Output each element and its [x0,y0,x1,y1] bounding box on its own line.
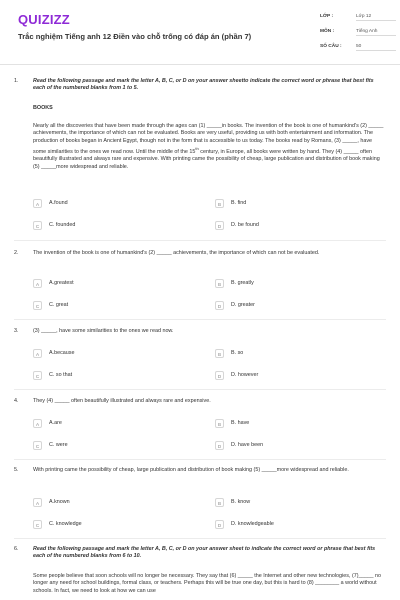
document-title: Trắc nghiệm Tiếng anh 12 Điền vào chỗ trống có đáp án (phần 7) [18,32,252,41]
document-header [0,0,400,65]
option-letter-box: B [215,199,224,208]
meta-subject-label: MÔN : [320,29,335,34]
option-text: B. have [231,420,250,426]
meta-grade-value: Lớp 12 [356,14,396,21]
question-text: The invention of the book is one of humankind's (2) _____ achievements, the importance of which can not be evaluated. [33,250,320,256]
option-text: A.greatest [49,280,74,286]
passage-text: Some people believe that soon schools will no longer be necessary. They say that (6) _____ the Internet and other new technologies, (7)_____ no longer any need for school buildings, formal class, or teachers. Perhaps this will be true one day, but this is hard to (8) ________ a world without schools. In fact, we need to look at how we can use [33,573,382,594]
option-text: A.are [49,420,62,426]
option-letter-box: D [215,371,224,380]
option-text: B. greatly [231,280,254,286]
option-letter-box: A [33,349,42,358]
option-letter-box: C [33,301,42,310]
option-letter-box: D [215,221,224,230]
meta-count-value: 50 [356,44,396,51]
option-text: C. so that [49,372,73,378]
option-letter-box: B [215,349,224,358]
option-text: D. be found [231,222,259,228]
option-text: C. great [49,302,69,308]
option-letter-box: B [215,279,224,288]
question-number: 4. [14,398,19,404]
option-text: A.known [49,499,70,505]
option-letter-box: C [33,371,42,380]
question-number: 6. [14,546,19,552]
option-letter-box: D [215,441,224,450]
passage-heading: BOOKS [33,105,53,111]
option-text: B. so [231,350,244,356]
question-number: 5. [14,467,19,473]
option-text: D. knowledgeable [231,521,274,527]
question-number: 3. [14,328,19,334]
option-text: A.found [49,200,68,206]
divider [14,240,386,241]
option-text: D. greater [231,302,255,308]
option-text: D. however [231,372,259,378]
option-letter-box: A [33,419,42,428]
option-text: C. founded [49,222,76,228]
option-letter-box: D [215,520,224,529]
option-letter-box: B [215,419,224,428]
divider [14,459,386,460]
question-number: 2. [14,250,19,256]
divider [14,538,386,539]
question-number: 1. [14,78,19,84]
option-letter-box: C [33,441,42,450]
option-letter-box: C [33,221,42,230]
option-letter-box: C [33,520,42,529]
option-text: D. have been [231,442,264,448]
divider [14,319,386,320]
option-text: B. know [231,499,251,505]
question-text: With printing came the possibility of cheap, large publication and distribution of book making (5) _____more widespread and reliable. [33,467,349,473]
option-text: B. find [231,200,247,206]
option-text: C. were [49,442,68,448]
meta-subject-value: Tiếng Anh [356,29,396,36]
option-letter-box: D [215,301,224,310]
option-letter-box: A [33,199,42,208]
meta-count-label: SỐ CÂU : [320,44,342,49]
question-instruction: Read the following passage and mark the letter A, B, C, or D on your answer sheetto indicate the correct word or phrase that best fits each of the numbered blanks from 1 to 5. [33,78,374,92]
question-text: They (4) _____ often beautifully illustrated and always rare and expensive. [33,398,211,404]
question-instruction: Read the following passage and mark the letter A, B, C, or D on your answer sheet to indicate the correct word or phrase that best fits each of the numbered blanks from 6 to 10. [33,546,376,560]
option-letter-box: A [33,498,42,507]
quizizz-logo: QUIZIZZ [18,12,70,27]
option-text: A.because [49,350,75,356]
passage-text: Nearly all the discoveries that have been made through the ages can (1) _____in books. The invention of the book is one of humankind's (2) _____ achievements, the importance of which can not be evaluated. Books are very useful, providing us with both entertainment and information. The production of books began in Ancient Egypt, though not in the form that is accessible to us today. The books read by Romans, (3) _____, have some similarities to the ones we read now. Until the middle of the 15th century, in Europe, all books were written by hand. They (4) _____ often beautifully illustrated and always rare and expensive. With printing came the possibility of cheap, large publication and distribution of book making (5) _____more widespread and reliable. [33,123,384,170]
option-letter-box: A [33,279,42,288]
option-letter-box: B [215,498,224,507]
option-text: C. knowledge [49,521,82,527]
meta-grade-label: LỚP : [320,14,334,19]
divider [14,389,386,390]
question-text: (3) _____, have some similarities to the ones we read now. [33,328,174,334]
